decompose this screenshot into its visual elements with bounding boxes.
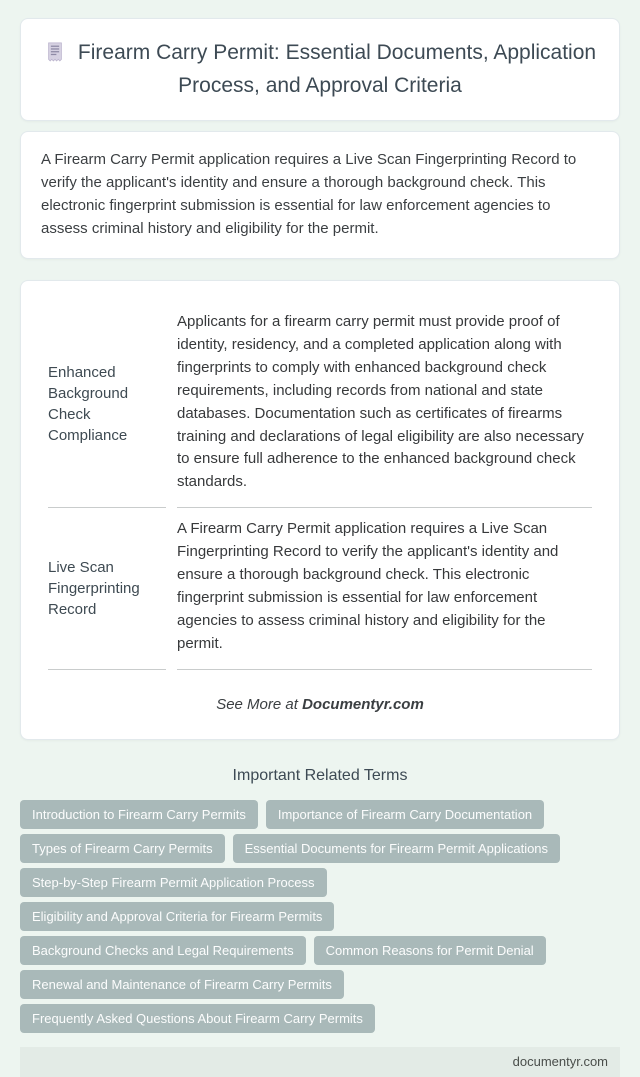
definition-cell: A Firearm Carry Permit application requires a Live Scan Fingerprinting Record to verify the applicant's identity and ensure a thorough background check. This electronic fingerprint submission is essential for law enforcement agencies to assess criminal history and eligibility for the permit. <box>177 508 592 670</box>
page-title <box>41 37 599 102</box>
related-term-tag[interactable]: Common Reasons for Permit Denial <box>314 936 546 965</box>
related-term-tag[interactable]: Importance of Firearm Carry Documentation <box>266 800 544 829</box>
related-term-tag[interactable]: Step-by-Step Firearm Permit Application Process <box>20 868 327 897</box>
table-row <box>48 508 592 670</box>
related-term-tag[interactable]: Background Checks and Legal Requirements <box>20 936 306 965</box>
related-term-tag[interactable]: Types of Firearm Carry Permits <box>20 834 225 863</box>
intro-card <box>20 131 620 259</box>
page-title-text: Firearm Carry Permit: Essential Documents, Application Process, and Approval Criteria <box>77 41 597 97</box>
see-more-line <box>37 696 603 713</box>
term-cell: Live Scan Fingerprinting Record <box>48 508 166 670</box>
definition-cell: Applicants for a firearm carry permit must provide proof of identity, residency, and a completed application along with fingerprints to comply with enhanced background check requirements, including records from national and state databases. Documentation such as certificates of firearms training and declarations of legal eligibility are also necessary to ensure full adherence to the enhanced background check standards. <box>177 301 592 509</box>
see-more-brand: Documentyr.com <box>302 695 424 713</box>
definitions-card <box>20 280 620 740</box>
related-terms-list <box>20 800 620 1033</box>
definitions-table <box>37 301 603 670</box>
related-term-tag[interactable]: Essential Documents for Firearm Permit Applications <box>233 834 560 863</box>
related-term-tag[interactable]: Renewal and Maintenance of Firearm Carry Permits <box>20 970 344 999</box>
see-more-prefix: See More at <box>216 695 303 713</box>
term-cell: Enhanced Background Check Compliance <box>48 301 166 509</box>
related-terms-heading: Important Related Terms <box>232 766 408 784</box>
related-term-tag[interactable]: Frequently Asked Questions About Firearm Carry Permits <box>20 1004 375 1033</box>
title-card <box>20 18 620 121</box>
footer-site-text: documentyr.com <box>512 1053 608 1069</box>
related-term-tag[interactable]: Eligibility and Approval Criteria for Firearm Permits <box>20 902 334 931</box>
receipt-icon <box>44 41 66 63</box>
footer-bar <box>20 1047 620 1077</box>
table-row <box>48 301 592 509</box>
related-term-tag[interactable]: Introduction to Firearm Carry Permits <box>20 800 258 829</box>
intro-paragraph: A Firearm Carry Permit application requires a Live Scan Fingerprinting Record to verify the applicant's identity and ensure a thorough background check. This electronic fingerprint submission is essential for law enforcement agencies to assess criminal history and eligibility for the permit. <box>41 151 577 237</box>
